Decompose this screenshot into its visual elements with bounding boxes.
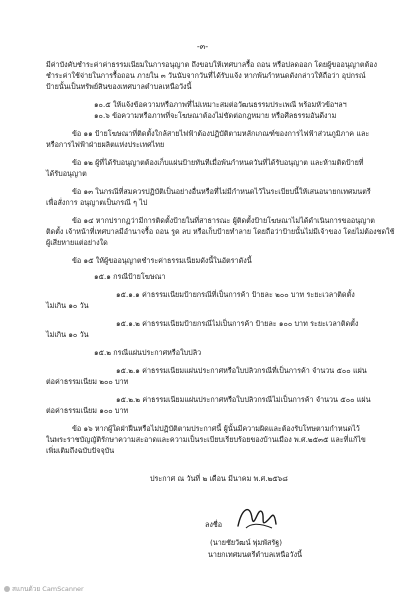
text-line: ไม่เกิน ๑๐ วัน — [46, 301, 89, 310]
announcement-date: ประกาศ ณ วันที่ ๒ เดือน มีนาคม พ.ศ.๒๕๖๘ — [150, 474, 288, 483]
clause-11: ข้อ ๑๑ ป้ายโฆษณาที่ติดตั้งใกล้สายไฟฟ้าต้องปฏิบัติตามหลักเกณฑ์ของการไฟฟ้าส่วนภูมิภาค และ — [72, 129, 370, 138]
text-line: ๑๕.๑ กรณีป้ายโฆษณา — [94, 272, 166, 281]
signatory-name: (นายชัยวัฒน์ พุ่มพัสรัฐ) — [210, 538, 283, 547]
text-line: ติดตั้ง เจ้าหน้าที่เทศบาลมีอำนาจรื้อ ถอน รูด ลบ หรือเก็บป้ายทำลาย โดยถือว่าป้ายนั้นไม่มีเจ้าของ โดยไม่ต้องชดใช้ — [46, 227, 395, 236]
text-line: เพิ่มเติมถึงฉบับปัจจุบัน — [46, 446, 115, 455]
text-line: ป้ายนั้นเป็นทรัพย์สินของเทศบาลตำบลเหนือวังนี้ — [46, 82, 192, 91]
signature-label: ลงชื่อ — [205, 520, 223, 529]
text-line: ๑๕.๒.๒ ค่าธรรมเนียมแผ่นประกาศหรือใบปลิวกรณีไม่เป็นการค้า จำนวน ๕๐๐ แผ่น — [116, 395, 371, 404]
text-line: ๑๕.๒.๑ ค่าธรรมเนียมแผ่นประกาศหรือใบปลิวกรณีที่เป็นการค้า จำนวน ๕๐๐ แผ่น — [116, 366, 367, 375]
watermark — [4, 584, 84, 594]
page-number: -๓- — [196, 42, 209, 51]
text-line: ได้รับอนุญาต — [46, 169, 87, 178]
text-line: ในพระราชบัญญัติรักษาความสะอาดและความเป็นระเบียบเรียบร้อยของบ้านเมือง พ.ศ.๒๕๓๕ และที่แก้ไข — [46, 435, 366, 444]
text-line: ๑๕.๑.๒ ค่าธรรมเนียมป้ายกรณีไม่เป็นการค้า ป้ายละ ๑๐๐ บาท ระยะเวลาติดตั้ง — [116, 319, 359, 328]
text-line: ไม่เกิน ๑๐ วัน — [46, 330, 89, 339]
text-line: ๑๐.๖ ข้อความหรือภาพที่จะโฆษณาต้องไม่ขัดต่อกฎหมาย หรือศีลธรรมอันดีงาม — [94, 111, 337, 120]
clause-12: ข้อ ๑๒ ผู้ที่ได้รับอนุญาตต้องเก็บแผ่นป้ายทันทีเมื่อพ้นกำหนดวันที่ได้รับอนุญาต และห้ามติดป้ายที่ — [72, 158, 364, 167]
signature-image — [232, 498, 282, 538]
text-line: ๑๕.๒ กรณีแผ่นประกาศหรือใบปลิว — [94, 348, 202, 357]
clause-13: ข้อ ๑๓ ในกรณีที่สมควรปฏิบัติเป็นอย่างอื่นหรือที่ไม่มีกำหนดไว้ในระเบียบนี้ให้เสนอนายกเทศมนตรี — [72, 187, 371, 196]
signatory-position: นายกเทศมนตรีตำบลเหนือวังนี้ — [208, 550, 303, 559]
text-line: มีค่าบังคับชำระค่าค่าธรรมเนียมในการอนุญาต ถึงขอบให้เทศบาลรื้อ ถอน หรือปลดออก โดยผู้ขออนุญาตต้อง — [46, 60, 378, 69]
text-line: ผู้เสียหายแต่อย่างใด — [46, 238, 108, 247]
clause-16: ข้อ ๑๖ หากผู้ใดฝ่าฝืนหรือไม่ปฏิบัติตามประกาศนี้ ผู้นั้นมีความผิดและต้องรับโทษตามกำหนดไว้ — [72, 424, 360, 433]
text-line: หรือการไฟฟ้าฝ่ายผลิตแห่งประเทศไทย — [46, 140, 165, 149]
clause-15: ข้อ ๑๕ ให้ผู้ขออนุญาตชำระค่าธรรมเนียมดังนี้ในอัตราดังนี้ — [72, 256, 252, 265]
text-line: ชำระค่าใช้จ่ายในการรื้อถอน ภายใน ๓ วันนับจากวันที่ได้รับแจ้ง หากพ้นกำหนดดังกล่าวให้ถือว่า อุปกรณ์ — [46, 71, 366, 80]
scanner-logo-icon — [4, 586, 10, 592]
text-line: เพื่อสั่งการ อนุญาตเป็นกรณี ๆ ไป — [46, 198, 148, 207]
text-line: ๑๐.๕ ให้แจ้งข้อความหรือภาพที่ไม่เหมาะสมต่อวัฒนธรรมประเพณี พร้อมหัวข้อฯลฯ — [94, 100, 347, 109]
text-line: ต่อค่าธรรมเนียม ๑๐๐ บาท — [46, 406, 129, 415]
text-line: ๑๕.๑.๑ ค่าธรรมเนียมป้ายกรณีที่เป็นการค้า ป้ายละ ๒๐๐ บาท ระยะเวลาติดตั้ง — [116, 290, 355, 299]
watermark-text: สแกนด้วย CamScanner — [12, 585, 84, 593]
clause-14: ข้อ ๑๔ หากปรากฏว่ามีการติดตั้งป้ายในที่สาธารณะ ผู้ติดตั้งป้ายโฆษณาไม่ได้ดำเนินการขออนุญาต — [72, 216, 375, 225]
text-line: ต่อค่าธรรมเนียม ๒๐๐ บาท — [46, 377, 129, 386]
